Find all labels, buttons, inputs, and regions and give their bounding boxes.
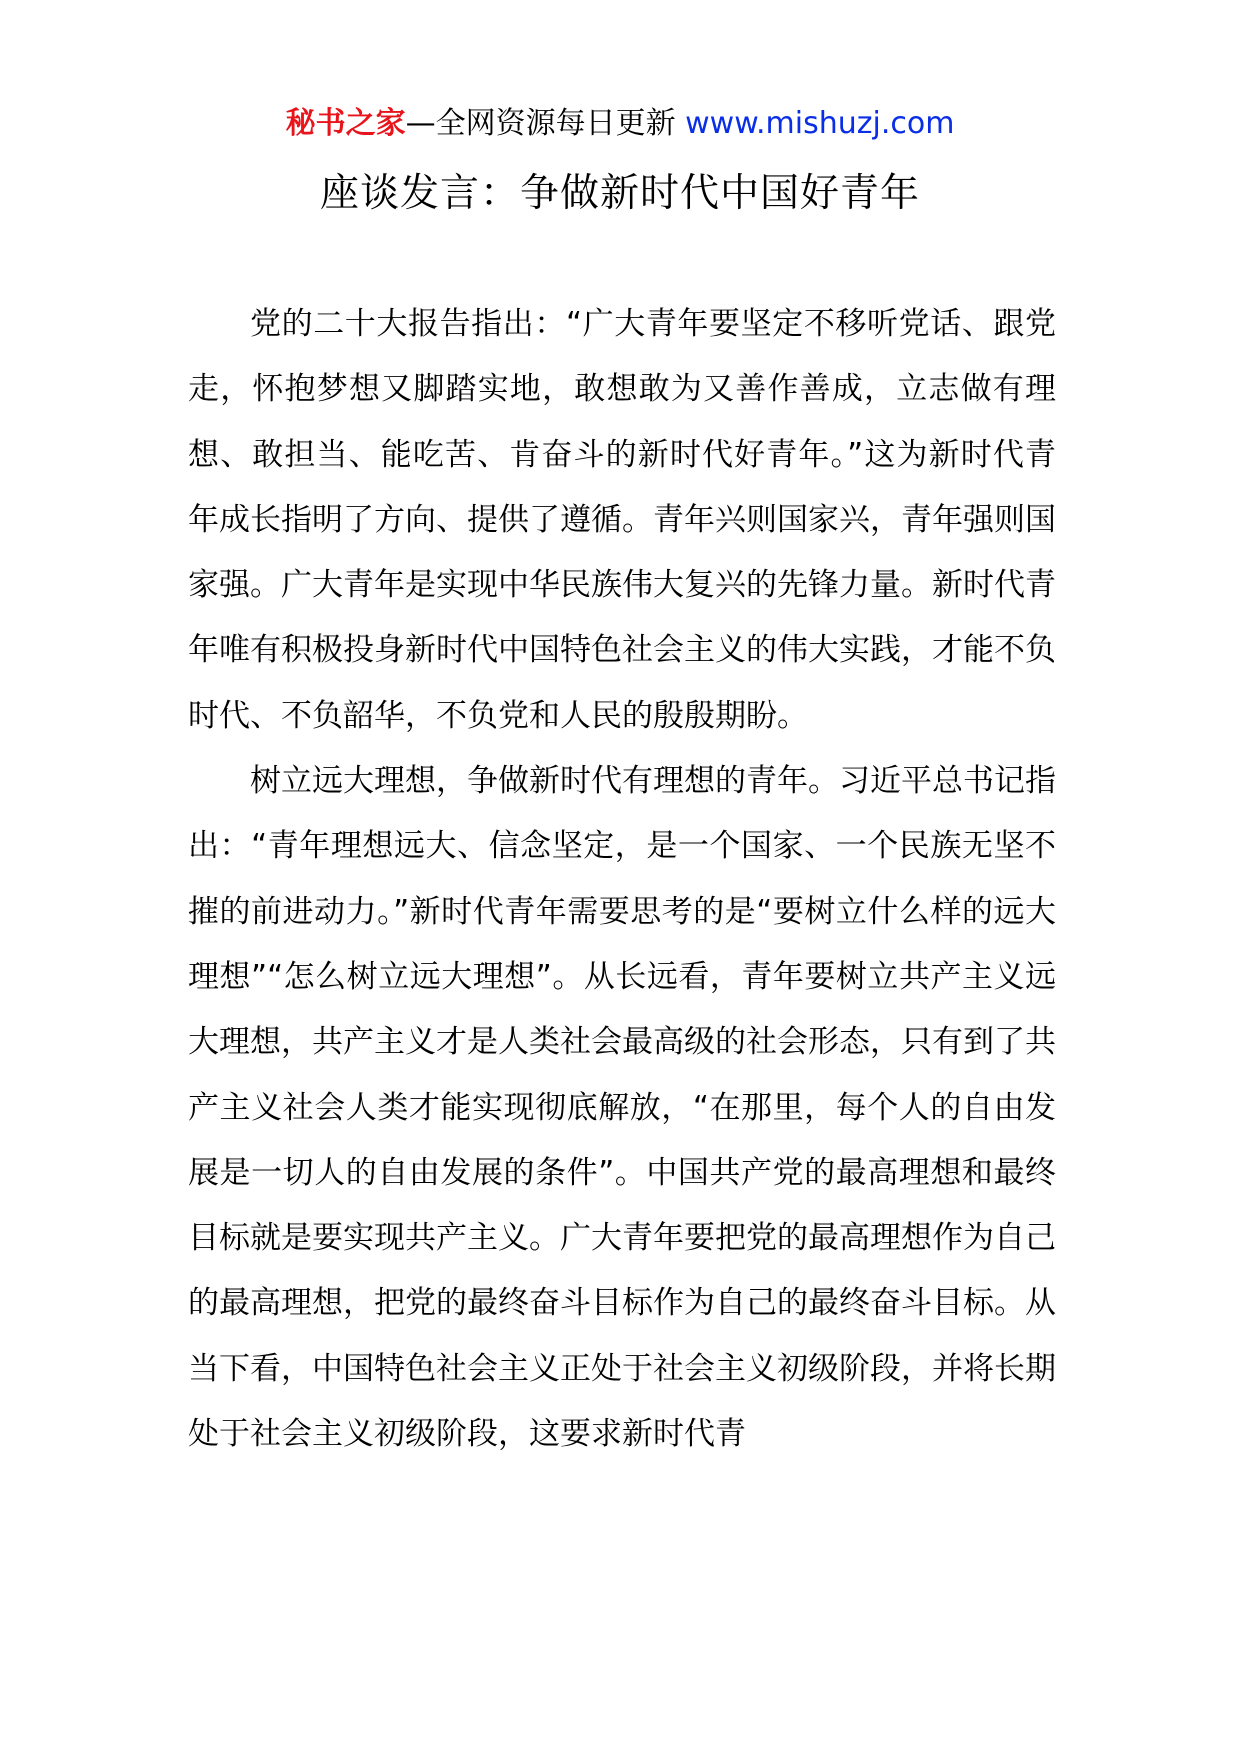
paragraph: 党的二十大报告指出：“广大青年要坚定不移听党话、跟党走，怀抱梦想又脚踏实地，敢想敢为又善作善成，立志做有理想、敢担当、能吃苦、肯奋斗的新时代好青年。”这为新时代青年成长指明了方向、提供了遵循。青年兴则国家兴，青年强则国家强。广大青年是实现中华民族伟大复兴的先锋力量。新时代青年唯有积极投身新时代中国特色社会主义的伟大实践，才能不负时代、不负韶华，不负党和人民的殷殷期盼。 (188, 306, 1056, 734)
document-title: 座谈发言：争做新时代中国好青年 (319, 171, 920, 216)
brand-name: 秘书之家 (285, 106, 406, 141)
document-body (188, 292, 1056, 1467)
header-tagline: —全网资源每日更新 (405, 106, 676, 141)
paragraph: 树立远大理想，争做新时代有理想的青年。习近平总书记指出：“青年理想远大、信念坚定，是一个国家、一个民族无坚不摧的前进动力。”新时代青年需要思考的是“要树立什么样的远大理想”“怎么树立远大理想”。从长远看，青年要树立共产主义远大理想，共产主义才是人类社会最高级的社会形态，只有到了共产主义社会人类才能实现彻底解放，“在那里，每个人的自由发展是一切人的自由发展的条件”。中国共产党的最高理想和最终目标就是要实现共产主义。广大青年要把党的最高理想作为自己的最高理想，把党的最终奋斗目标作为自己的最终奋斗目标。从当下看，中国特色社会主义正处于社会主义初级阶段，并将长期处于社会主义初级阶段，这要求新时代青 (188, 763, 1056, 1453)
site-url-link[interactable]: www.mishuzj.com (685, 106, 955, 141)
site-header (0, 100, 1240, 148)
